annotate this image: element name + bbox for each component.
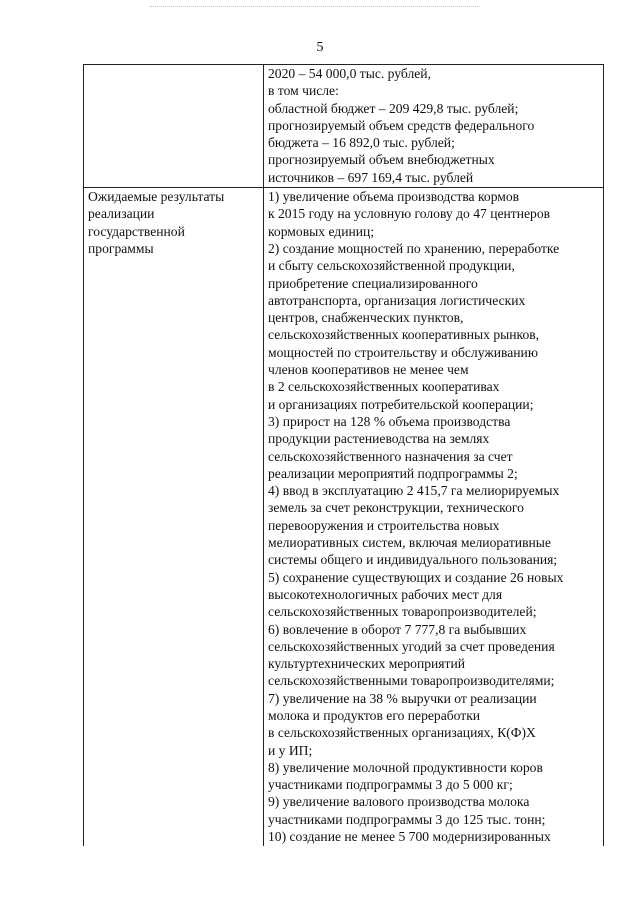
- value-line: 1) увеличение объема производства кормов: [268, 189, 520, 205]
- value-line: в сельскохозяйственных организациях, К(Ф)Х: [268, 725, 536, 741]
- value-line: бюджета – 16 892,0 тыс. рублей;: [268, 135, 455, 151]
- value-line: приобретение специализированного: [268, 275, 478, 291]
- value-line: сельскохозяйственных товаропроизводителей;: [268, 604, 537, 620]
- value-line: продукции растениеводства на землях: [268, 431, 490, 447]
- value-line: 2) создание мощностей по хранению, переработке: [268, 240, 560, 256]
- value-line: автотранспорта, организация логистических: [268, 292, 526, 308]
- row-label-cell: [84, 65, 264, 188]
- value-line: 4) ввод в эксплуатацию 2 415,7 га мелиорируемых: [268, 483, 560, 499]
- value-line: 7) увеличение на 38 % выручки от реализации: [268, 690, 537, 706]
- value-line: участниками подпрограммы 3 до 5 000 кг;: [268, 777, 513, 793]
- value-line: 2020 – 54 000,0 тыс. рублей,: [268, 66, 431, 81]
- value-line: высокотехнологичных рабочих мест для: [268, 586, 503, 602]
- value-line: и сбыту сельскохозяйственной продукции,: [268, 258, 515, 274]
- label-line: Ожидаемые результаты: [88, 189, 225, 205]
- value-line: и у ИП;: [268, 742, 313, 758]
- value-line: мелиоративных систем, включая мелиоративные: [268, 535, 551, 551]
- value-line: реализации мероприятий подпрограммы 2;: [268, 465, 518, 481]
- value-line: членов кооперативов не менее чем: [268, 362, 469, 378]
- value-line: системы общего и индивидуального пользования;: [268, 552, 558, 568]
- value-line: 3) прирост на 128 % объема производства: [268, 413, 511, 429]
- table-row: [84, 65, 604, 188]
- value-line: 9) увеличение валового производства молока: [268, 794, 530, 810]
- value-line: и организациях потребительской кооперации;: [268, 396, 534, 412]
- value-line: культуртехнических мероприятий: [268, 656, 466, 672]
- row-value-cell: [264, 188, 604, 847]
- value-line: участниками подпрограммы 3 до 125 тыс. тонн;: [268, 811, 546, 827]
- label-line: реализации: [88, 206, 155, 222]
- row-value-cell: [264, 65, 604, 188]
- value-line: прогнозируемый объем внебюджетных: [268, 152, 495, 168]
- page-number: 5: [316, 40, 324, 55]
- value-line: земель за счет реконструкции, технического: [268, 500, 524, 516]
- value-line: 6) вовлечение в оборот 7 777,8 га выбывших: [268, 621, 527, 637]
- value-line: к 2015 году на условную голову до 47 центнеров: [268, 206, 551, 222]
- value-line: прогнозируемый объем средств федерального: [268, 117, 535, 133]
- table-row: [84, 188, 604, 847]
- value-line: перевооружения и строительства новых: [268, 517, 500, 533]
- value-line: в том числе:: [268, 83, 339, 99]
- value-line: сельскохозяйственных кооперативных рынков,: [268, 327, 540, 343]
- label-line: государственной: [88, 223, 185, 239]
- value-line: в 2 сельскохозяйственных кооперативах: [268, 379, 500, 395]
- value-line: центров, снабженческих пунктов,: [268, 310, 464, 326]
- value-line: сельскохозяйственных угодий за счет проведения: [268, 638, 555, 654]
- value-line: 8) увеличение молочной продуктивности коров: [268, 759, 543, 775]
- value-line: мощностей по строительству и обслуживанию: [268, 344, 538, 360]
- value-line: источников – 697 169,4 тыс. рублей: [268, 169, 474, 185]
- value-line: 5) сохранение существующих и создание 26 новых: [268, 569, 564, 585]
- value-line: молока и продуктов его переработки: [268, 707, 481, 723]
- label-line: программы: [88, 240, 154, 256]
- value-line: сельскохозяйственного назначения за счет: [268, 448, 513, 464]
- value-line: кормовых единиц;: [268, 223, 375, 239]
- value-line: областной бюджет – 209 429,8 тыс. рублей;: [268, 100, 519, 116]
- value-line: 10) создание не менее 5 700 модернизированных: [268, 829, 551, 845]
- value-line: сельскохозяйственными товаропроизводителями;: [268, 673, 555, 689]
- program-passport-table: [83, 64, 604, 846]
- scan-artifact-line: [150, 6, 480, 7]
- row-label-cell: [84, 188, 264, 847]
